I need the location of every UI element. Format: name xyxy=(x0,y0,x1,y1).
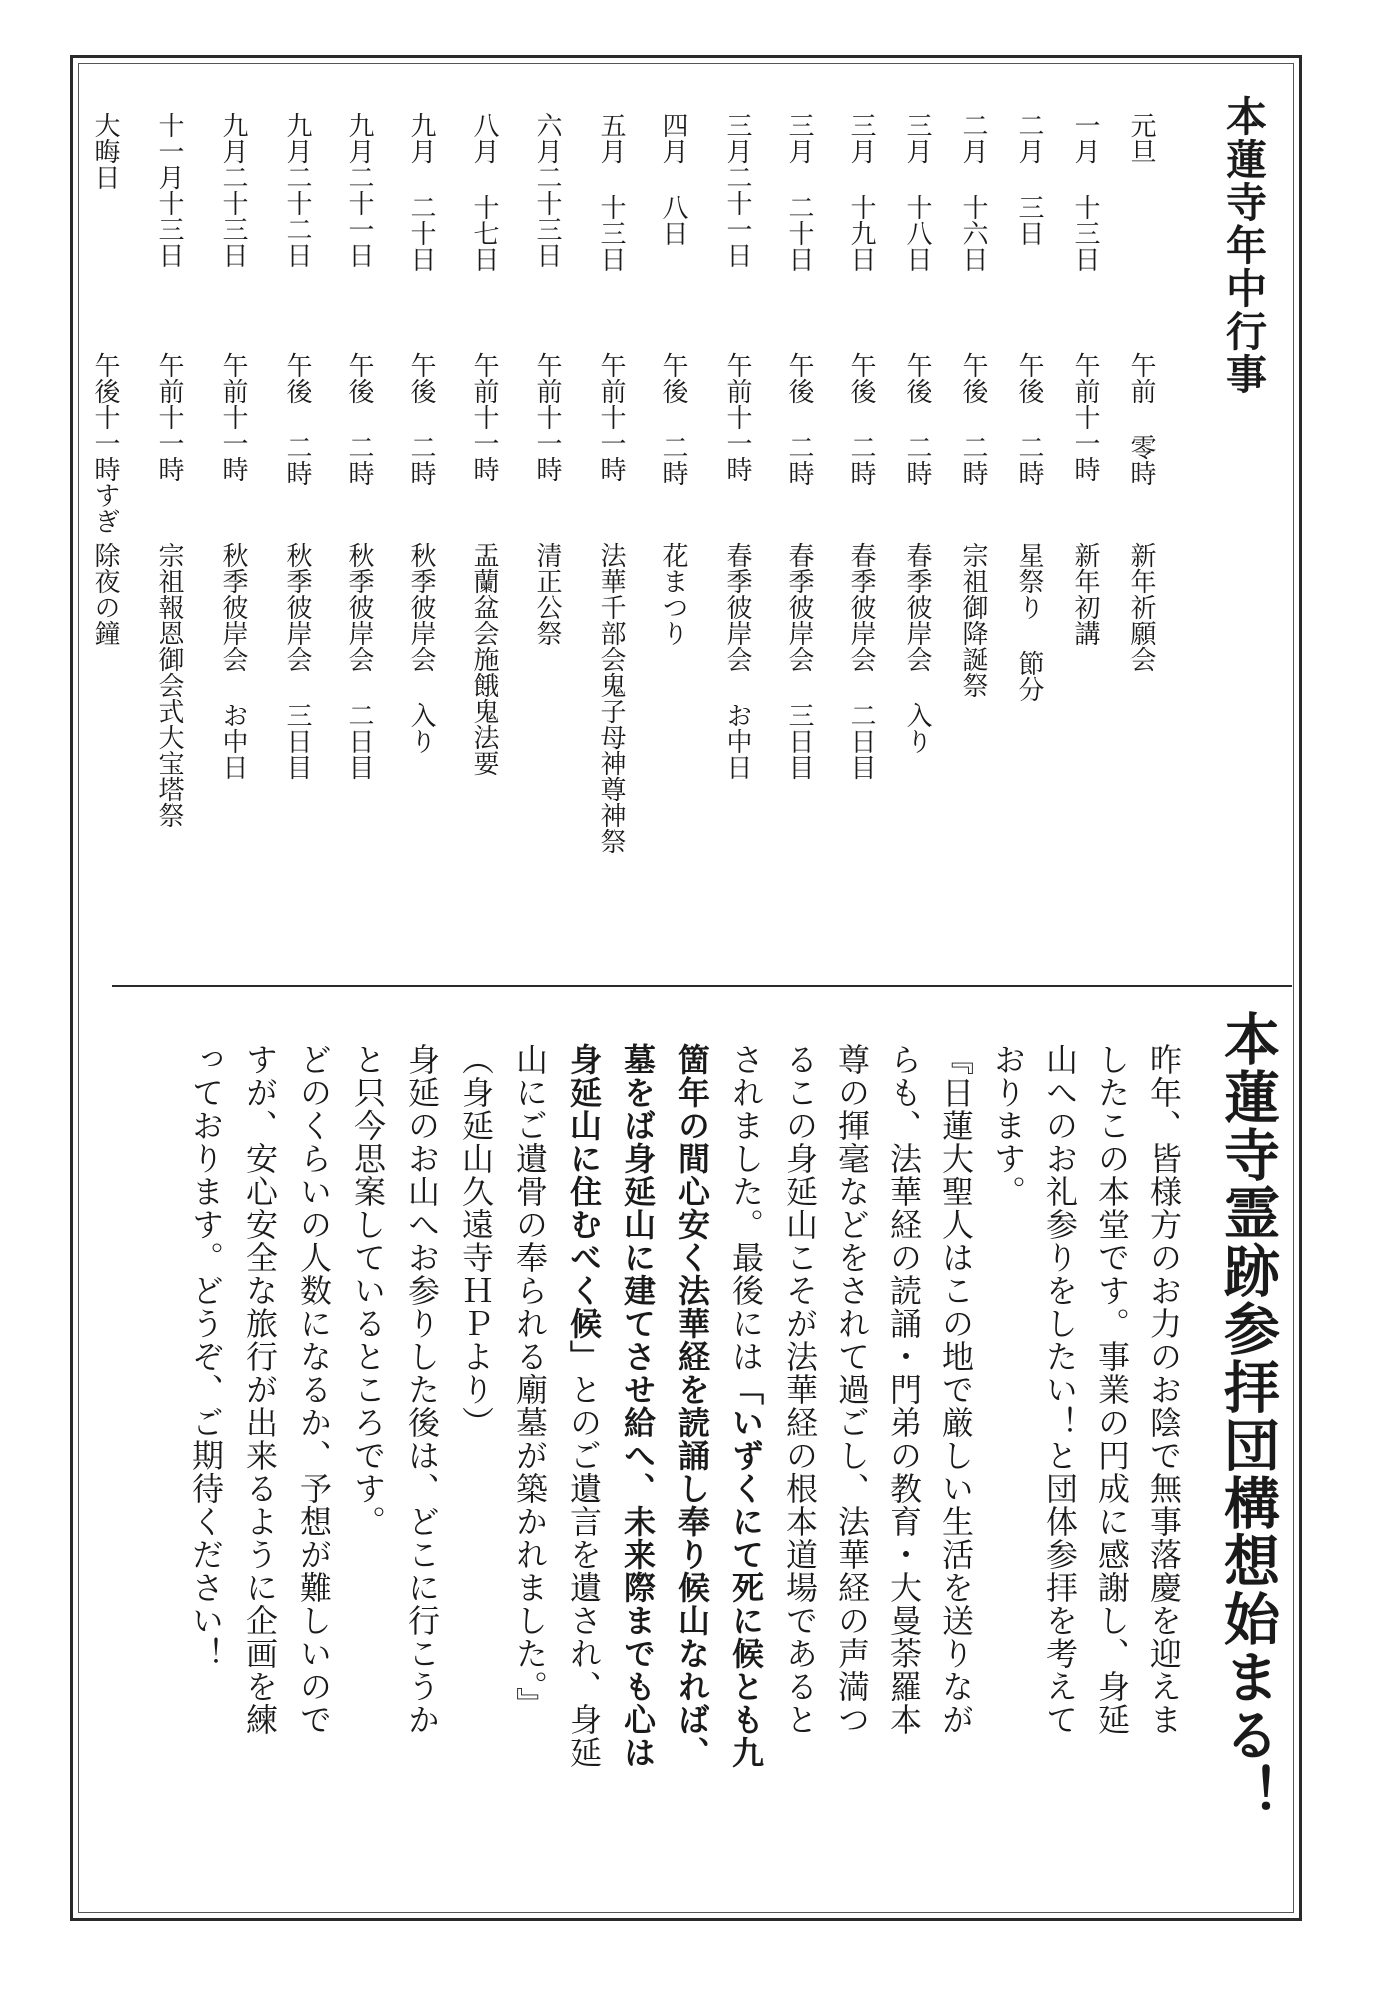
article-quote-bold: 身延山に住むべく候」 xyxy=(565,1043,603,1373)
event-date: 三月二十一日 xyxy=(722,112,752,268)
article-quote-column: 箇年の間心安く法華経を読誦し奉り候山なれば、 xyxy=(673,1043,711,1769)
section-divider xyxy=(112,985,1292,987)
event-date: 三月 十九日 xyxy=(846,112,876,272)
event-time: 午前十一時 xyxy=(218,352,248,482)
event-name: 宗祖報恩御会式大宝塔祭 xyxy=(154,542,184,828)
event-time: 午後 二時 xyxy=(784,352,814,486)
article-column: 『日蓮大聖人はこの地で厳しい生活を送りなが xyxy=(937,1043,975,1736)
event-time: 午後 二時 xyxy=(344,352,374,486)
event-time: 午後 二時 xyxy=(846,352,876,486)
article-column: るこの身延山こそが法華経の根本道場であると xyxy=(781,1043,819,1736)
event-time: 午前十一時 xyxy=(532,352,562,482)
event-name: 花まつり xyxy=(658,542,688,646)
event-time: 午後 二時 xyxy=(1014,352,1044,486)
event-date: 九月二十一日 xyxy=(344,112,374,268)
event-name: 新年祈願会 xyxy=(1126,542,1156,672)
event-date: 大晦日 xyxy=(90,112,120,190)
event-name: 除夜の鐘 xyxy=(90,542,120,646)
event-time: 午後 二時 xyxy=(282,352,312,486)
event-date: 八月 十七日 xyxy=(469,112,499,272)
event-date: 十一月十三日 xyxy=(154,112,184,268)
event-time: 午後十一時すぎ xyxy=(90,352,120,534)
event-time: 午後 二時 xyxy=(406,352,436,486)
article-column: すが、安心安全な旅行が出来るように企画を練 xyxy=(241,1043,279,1736)
article-quote-column: 墓をば身延山に建てさせ給へ、未来際までも心は xyxy=(619,1043,657,1769)
article-column: らも、法華経の読誦・門弟の教育・大曼荼羅本 xyxy=(885,1043,923,1736)
event-date: 九月 二十日 xyxy=(406,112,436,272)
event-name: 春季彼岸会 三日目 xyxy=(784,542,814,780)
event-time: 午後 二時 xyxy=(958,352,988,486)
event-name: 秋季彼岸会 三日目 xyxy=(282,542,312,780)
event-name: 春季彼岸会 お中日 xyxy=(722,542,752,780)
event-date: 五月 十三日 xyxy=(596,112,626,272)
article-column: と只今思案しているところです。 xyxy=(349,1043,387,1538)
event-date: 九月二十三日 xyxy=(218,112,248,268)
event-date: 二月 十六日 xyxy=(958,112,988,272)
event-date: 三月 十八日 xyxy=(902,112,932,272)
event-date: 元旦 xyxy=(1126,112,1156,164)
event-date: 三月 二十日 xyxy=(784,112,814,272)
article-column: どのくらいの人数になるか、予想が難しいので xyxy=(295,1043,333,1736)
article-column-plain: とのご遺言を遺され、身延 xyxy=(565,1373,603,1769)
event-time: 午前十一時 xyxy=(154,352,184,482)
article-column: 山にご遺骨の奉られる廟墓が築かれました。』 xyxy=(511,1043,549,1720)
article-column: したこの本堂です。事業の円成に感謝し、身延 xyxy=(1093,1043,1131,1736)
event-date: 二月 三日 xyxy=(1014,112,1044,246)
article-column: 昨年、皆様方のお力のお陰で無事落慶を迎えま xyxy=(1145,1043,1183,1736)
event-time: 午後 二時 xyxy=(658,352,688,486)
article-quote-bold: 「いずくにて死に候とも九 xyxy=(727,1373,765,1769)
article-column: おります。 xyxy=(989,1043,1027,1208)
article-column-plain: されました。最後には xyxy=(727,1043,765,1373)
event-time: 午前 零時 xyxy=(1126,352,1156,486)
event-name: 春季彼岸会 入り xyxy=(902,542,932,754)
article-column: 山へのお礼参りをしたい！と団体参拝を考えて xyxy=(1041,1043,1079,1736)
article-column xyxy=(565,1043,603,1769)
event-name: 盂蘭盆会施餓鬼法要 xyxy=(469,542,499,776)
event-date: 六月二十三日 xyxy=(532,112,562,268)
event-name: 宗祖御降誕祭 xyxy=(958,542,988,698)
event-name: 春季彼岸会 二日目 xyxy=(846,542,876,780)
event-date: 一月 十三日 xyxy=(1070,112,1100,272)
article-column: 身延のお山へお参りした後は、どこに行こうか xyxy=(403,1043,441,1736)
article-source-note: （身延山久遠寺ＨＰより） xyxy=(457,1043,495,1439)
event-time: 午前十一時 xyxy=(722,352,752,482)
event-date: 四月 八日 xyxy=(658,112,688,246)
event-date: 九月二十二日 xyxy=(282,112,312,268)
event-name: 新年初講 xyxy=(1070,542,1100,646)
event-name: 秋季彼岸会 入り xyxy=(406,542,436,754)
event-time: 午前十一時 xyxy=(1070,352,1100,482)
event-time: 午後 二時 xyxy=(902,352,932,486)
event-time: 午前十一時 xyxy=(596,352,626,482)
event-name: 秋季彼岸会 お中日 xyxy=(218,542,248,780)
event-name: 清正公祭 xyxy=(532,542,562,646)
event-time: 午前十一時 xyxy=(469,352,499,482)
article-column: 尊の揮毫などをされて過ごし、法華経の声満つ xyxy=(833,1043,871,1736)
schedule-title: 本蓮寺年中行事 xyxy=(1219,95,1267,396)
article-column: っております。どうぞ、ご期待ください！ xyxy=(187,1043,225,1670)
event-name: 法華千部会鬼子母神尊神祭 xyxy=(596,542,626,854)
event-name: 秋季彼岸会 二日目 xyxy=(344,542,374,780)
article-column xyxy=(727,1043,765,1769)
article-title: 本蓮寺霊跡参拝団構想始まる！ xyxy=(1215,1010,1281,1822)
event-name: 星祭り 節分 xyxy=(1014,542,1044,702)
